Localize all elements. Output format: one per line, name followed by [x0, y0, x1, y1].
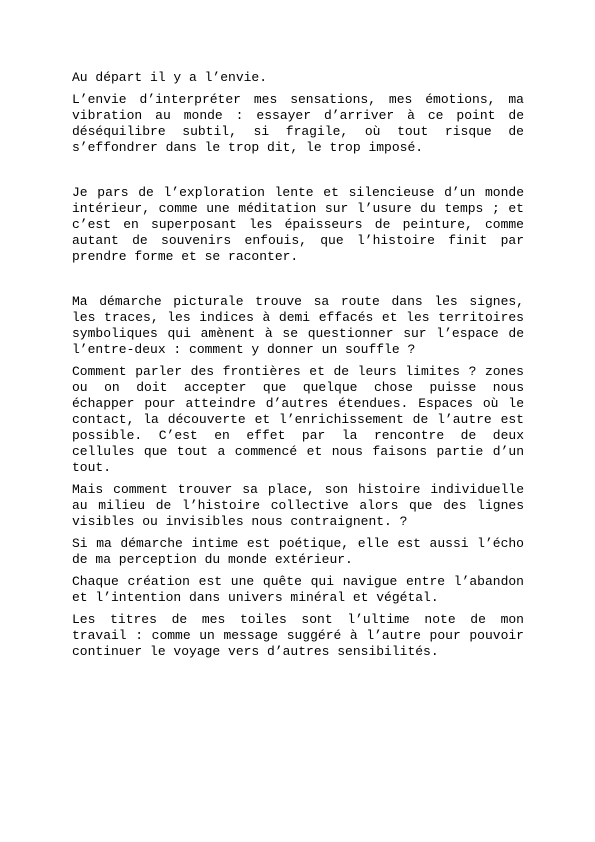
paragraph-envie: L’envie d’interpréter mes sensations, mes émotions, ma vibration au monde : essayer d’arriver à ce point de déséquilibre subtil, si fragile, où tout risque de s’effondrer dans le trop dit, le trop imposé. [72, 92, 524, 155]
paragraph-demarche: Ma démarche picturale trouve sa route dans les signes, les traces, les indices à demi effacés et les territoires symboliques qui amènent à se questionner sur l’espace de l’entre-deux : comment y donner un souffle ? [72, 294, 524, 357]
document-page [72, 70, 524, 666]
paragraph-spacer [72, 162, 524, 185]
paragraph-place: Mais comment trouver sa place, son histoire individuelle au milieu de l’histoire collective alors que des lignes visibles ou invisibles nous contraignent. ? [72, 482, 524, 529]
paragraph-frontieres: Comment parler des frontières et de leurs limites ? zones ou on doit accepter que quelque chose puisse nous échapper pour atteindre d’autres étendues. Espaces où le contact, la découverte et l’enrichissement de l’autre est possible. C’est en effet par la rencontre de deux cellules que tout a commencé et nous faisons partie d’un tout. [72, 364, 524, 475]
paragraph-creation: Chaque création est une quête qui navigue entre l’abandon et l’intention dans univers minéral et végétal. [72, 574, 524, 605]
paragraph-spacer [72, 271, 524, 294]
paragraph-intro: Au départ il y a l’envie. [72, 70, 268, 85]
paragraph-titres: Les titres de mes toiles sont l’ultime note de mon travail : comme un message suggéré à l’autre pour pouvoir continuer le voyage vers d’autres sensibilités. [72, 612, 524, 659]
paragraph-poetique: Si ma démarche intime est poétique, elle est aussi l’écho de ma perception du monde extérieur. [72, 536, 524, 567]
paragraph-exploration: Je pars de l’exploration lente et silencieuse d’un monde intérieur, comme une méditation sur l’usure du temps ; et c’est en superposant les épaisseurs de peinture, comme autant de souvenirs enfouis, que l’histoire finit par prendre forme et se raconter. [72, 185, 524, 264]
